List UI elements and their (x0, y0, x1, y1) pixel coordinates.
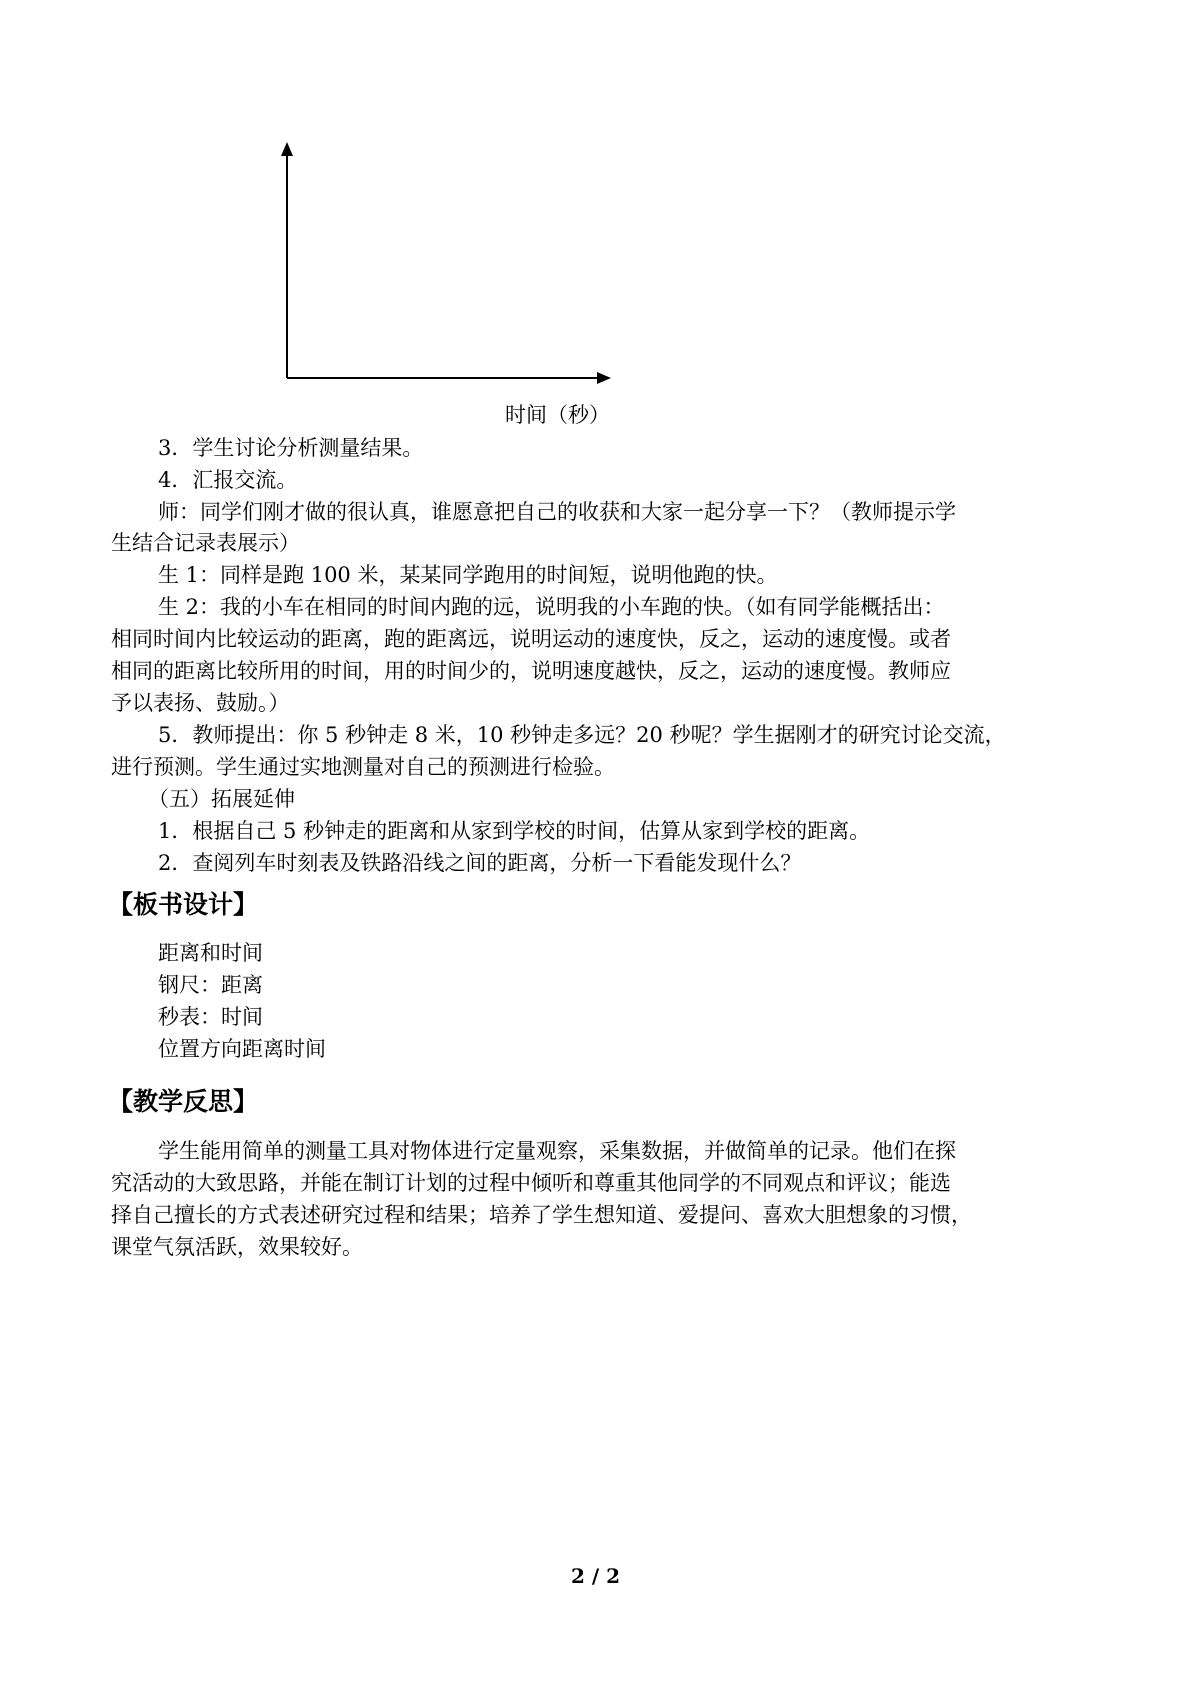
reflection-line: 学生能用简单的测量工具对物体进行定量观察，采集数据，并做简单的记录。他们在探 (158, 1139, 956, 1163)
x-axis-arrow (597, 372, 611, 384)
board-design-line: 秒表：时间 (158, 1005, 263, 1029)
reflection-heading: 【教学反思】 (108, 1087, 259, 1116)
paragraph-line: 生 2：我的小车在相同的时间内跑的远，说明我的小车跑的快。（如有同学能概括出： (158, 595, 945, 619)
paragraph-line: 5．教师提出：你 5 秒钟走 8 米，10 秒钟走多远？20 秒呢？学生据刚才的研究讨论交流， (158, 723, 1006, 747)
paragraph-line: 相同时间内比较运动的距离，跑的距离远，说明运动的速度快，反之，运动的速度慢。或者 (111, 627, 951, 651)
section-subheading: （五）拓展延伸 (148, 787, 295, 811)
reflection-line: 择自己擅长的方式表述研究过程和结果；培养了学生想知道、爱提问、喜欢大胆想象的习惯， (111, 1203, 972, 1227)
y-axis-arrow (281, 142, 293, 156)
paragraph-line: 相同的距离比较所用的时间，用的时间少的，说明速度越快，反之，运动的速度慢。教师应 (111, 659, 951, 683)
axes-diagram (275, 140, 615, 400)
paragraph-line: 生结合记录表展示） (111, 531, 300, 555)
paragraph-line: 师：同学们刚才做的很认真，谁愿意把自己的收获和大家一起分享一下？（教师提示学 (158, 500, 956, 524)
board-design-line: 钢尺：距离 (158, 973, 263, 997)
board-design-heading: 【板书设计】 (108, 890, 259, 919)
paragraph-line: 进行预测。学生通过实地测量对自己的预测进行检验。 (111, 755, 615, 779)
paragraph-line: 予以表扬、鼓励。） (111, 691, 290, 715)
reflection-line: 究活动的大致思路，并能在制订计划的过程中倾听和尊重其他同学的不同观点和评议；能选 (111, 1171, 951, 1195)
board-design-line: 位置方向距离时间 (158, 1037, 326, 1061)
x-axis-label: 时间（秒） (505, 403, 610, 427)
paragraph-line: 生 1：同样是跑 100 米，某某同学跑用的时间短，说明他跑的快。 (158, 563, 778, 587)
board-design-line: 距离和时间 (158, 941, 263, 965)
paragraph-line: 3．学生讨论分析测量结果。 (158, 436, 424, 460)
paragraph-line: 1．根据自己 5 秒钟走的距离和从家到学校的时间，估算从家到学校的距离。 (158, 819, 871, 843)
page-number: 2 / 2 (570, 1564, 621, 1588)
paragraph-line: 2．查阅列车时刻表及铁路沿线之间的距离，分析一下看能发现什么？ (158, 851, 802, 875)
paragraph-line: 4．汇报交流。 (158, 468, 298, 492)
reflection-line: 课堂气氛活跃，效果较好。 (111, 1235, 363, 1259)
